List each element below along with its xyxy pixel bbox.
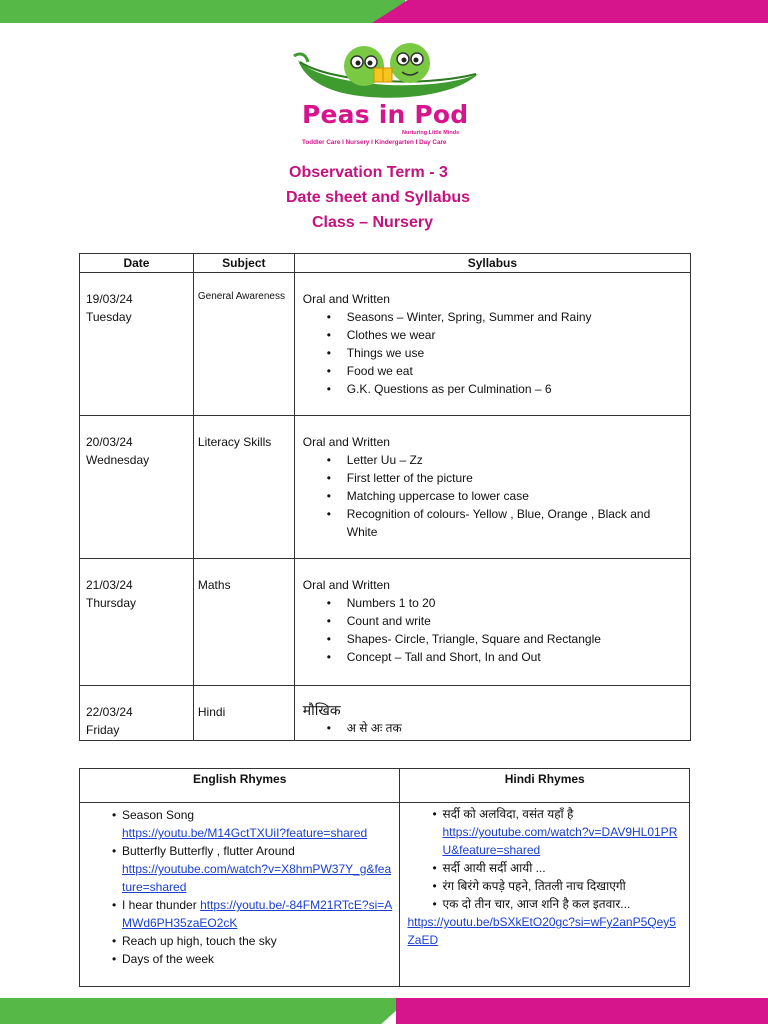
list-item: • रंग बिरंगे कपड़े पहने, तितली नाच दिखाएगी	[414, 877, 683, 895]
rhymes-table	[79, 768, 690, 987]
syllabus-list	[327, 451, 684, 541]
syllabus-cell	[294, 416, 690, 559]
rhyme-title: Season Song	[122, 808, 195, 822]
table-row	[80, 686, 691, 741]
subject-cell: Literacy Skills	[193, 416, 294, 559]
list-item: • G.K. Questions as per Culmination – 6	[327, 380, 684, 398]
exam-mode: मौखिक	[302, 702, 341, 718]
syllabus-cell	[294, 559, 690, 686]
table-row	[80, 416, 691, 559]
date-cell	[80, 273, 194, 416]
exam-day: Tuesday	[86, 310, 132, 324]
rhyme-link[interactable]: https://youtu.be/M14GctTXUiI?feature=shared	[122, 826, 368, 840]
list-item: • Seasons – Winter, Spring, Summer and Rainy	[327, 308, 684, 326]
exam-date: 22/03/24	[86, 705, 133, 719]
syllabus-cell	[294, 273, 690, 416]
list-item: • Recognition of colours- Yellow , Blue, Orange , Black and White	[327, 505, 684, 541]
exam-mode: Oral and Written	[302, 292, 390, 306]
list-item	[414, 805, 683, 859]
logo-tagline: Nurturing Little Minds	[402, 130, 460, 136]
syllabus-list	[327, 719, 684, 737]
exam-date: 20/03/24	[86, 435, 133, 449]
header-date: Date	[80, 254, 194, 273]
list-item: • Food we eat	[327, 362, 684, 380]
hindi-rhymes-cell	[400, 803, 690, 987]
exam-day: Wednesday	[86, 453, 150, 467]
syllabus-list	[327, 594, 684, 666]
english-rhymes-list	[94, 806, 393, 968]
subject-cell: Hindi	[193, 686, 294, 741]
exam-mode: Oral and Written	[302, 435, 390, 449]
date-sheet-table	[79, 253, 691, 741]
list-item: • Things we use	[327, 344, 684, 362]
header-band-green	[0, 0, 405, 23]
header-syllabus: Syllabus	[294, 254, 690, 273]
title-class: Class – Nursery	[312, 214, 433, 231]
list-item: • Shapes- Circle, Triangle, Square and Rectangle	[327, 630, 684, 648]
list-item	[94, 842, 393, 896]
title-datesheet: Date sheet and Syllabus	[286, 189, 471, 206]
list-item: • अ से अः तक	[327, 719, 684, 737]
table-header-row	[80, 254, 691, 273]
list-item: • First letter of the picture	[327, 469, 684, 487]
footer-band-green	[0, 998, 410, 1024]
header-band-pink	[372, 0, 768, 23]
date-cell	[80, 559, 194, 686]
table-row	[80, 273, 691, 416]
list-item: • सर्दी आयी सर्दी आयी ...	[414, 859, 683, 877]
list-item: • Days of the week	[94, 950, 393, 968]
list-item: • Matching uppercase to lower case	[327, 487, 684, 505]
hindi-rhymes-list	[414, 805, 683, 913]
list-item: • Clothes we wear	[327, 326, 684, 344]
subject-cell: Maths	[193, 559, 294, 686]
rhyme-title: Butterfly Butterfly , flutter Around	[122, 844, 295, 858]
exam-date: 21/03/24	[86, 578, 133, 592]
list-item: • Count and write	[327, 612, 684, 630]
peas-in-pod-logo	[290, 38, 480, 158]
list-item: • एक दो तीन चार, आज शनि है कल इतवार...	[414, 895, 683, 913]
footer-band-pink	[396, 998, 768, 1024]
title-observation: Observation Term - 3	[289, 164, 448, 181]
syllabus-cell	[294, 686, 690, 741]
rhyme-link[interactable]: https://youtube.com/watch?v=DAV9HL01PRU&feature=shared	[442, 825, 678, 857]
rhyme-link[interactable]: https://youtu.be/bSXkEtO20gc?si=wFy2anP5Qey5ZaED	[407, 915, 676, 947]
english-rhymes-cell	[80, 803, 400, 987]
date-cell	[80, 416, 194, 559]
logo-services: Toddler Care I Nursery I Kindergarten I Day Care	[302, 139, 447, 146]
list-item: • Letter Uu – Zz	[327, 451, 684, 469]
subject-cell: General Awareness	[193, 273, 294, 416]
hindi-rhyme-link-wrapper	[407, 913, 683, 949]
hindi-rhymes-header: Hindi Rhymes	[400, 769, 690, 803]
rhyme-title: सर्दी को अलविदा, वसंत यहाँ है	[442, 807, 574, 821]
table-row	[80, 559, 691, 686]
exam-day: Thursday	[86, 596, 137, 610]
date-cell	[80, 686, 194, 741]
exam-date: 19/03/24	[86, 292, 133, 306]
exam-mode: Oral and Written	[302, 578, 390, 592]
header-subject: Subject	[193, 254, 294, 273]
list-item: • Concept – Tall and Short, In and Out	[327, 648, 684, 666]
english-rhymes-header: English Rhymes	[80, 769, 400, 803]
logo-name: Peas in Pod	[302, 100, 469, 129]
list-item	[94, 806, 393, 842]
exam-day: Friday	[86, 723, 120, 737]
syllabus-list	[327, 308, 684, 398]
pea-pod-icon	[290, 38, 480, 108]
rhyme-title: I hear thunder	[122, 898, 197, 912]
rhyme-link[interactable]: https://youtu.be/-84FM21RTcE?si=AMWd6PH35zaEO2cK	[122, 898, 393, 930]
rhymes-row	[80, 803, 690, 987]
rhyme-link[interactable]: https://youtube.com/watch?v=X8hmPW37Y_g&feature=shared	[122, 862, 392, 894]
list-item	[94, 896, 393, 932]
list-item: • Numbers 1 to 20	[327, 594, 684, 612]
rhymes-header-row	[80, 769, 690, 803]
list-item: • Reach up high, touch the sky	[94, 932, 393, 950]
